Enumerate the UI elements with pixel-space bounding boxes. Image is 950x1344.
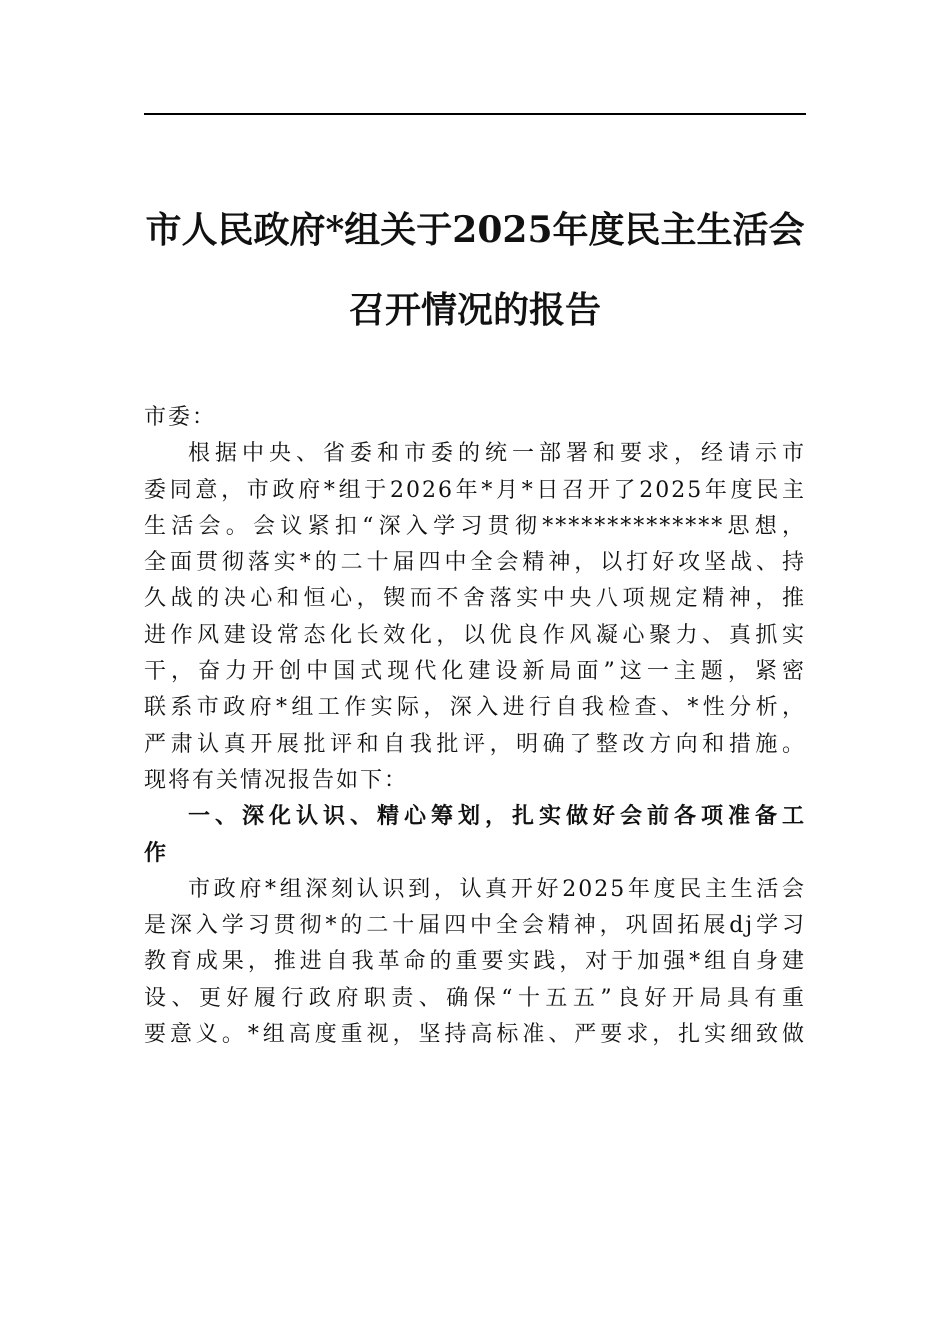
paragraph-2-line: 市政府*组深刻认识到，认真开好2025年度民主生活会 [188,876,806,902]
section-heading-1-line: 一、深化认识、精心筹划，扎实做好会前各项准备工 [188,804,806,830]
paragraph-2 [144,872,806,1053]
title-line-2: 召开情况的报告 [348,289,601,331]
title-line-1: 市人民政府*组关于2025年度民主生活会 [145,209,805,251]
document-title [144,190,806,350]
paragraph-1-line: 生活会。会议紧扣“深入学习贯彻**************思想， [144,513,806,539]
paragraph-1-line: 严肃认真开展批评和自我批评，明确了整改方向和措施。 [144,731,806,757]
section-heading-1-line: 作 [144,840,169,866]
paragraph-1-line: 根据中央、省委和市委的统一部署和要求，经请示市 [188,441,806,467]
top-rule [144,113,806,115]
paragraph-1-line: 进作风建设常态化长效化，以优良作风凝心聚力、真抓实 [144,622,806,648]
salutation-text: 市委： [144,405,217,430]
paragraph-2-line: 是深入学习贯彻*的二十届四中全会精神，巩固拓展dj学习 [144,913,806,939]
paragraph-1-line: 委同意，市政府*组于2026年*月*日召开了2025年度民主 [144,477,806,503]
paragraph-1-line: 现将有关情况报告如下： [144,767,409,793]
document-body [144,400,806,1053]
paragraph-1-line: 久战的决心和恒心，锲而不舍落实中央八项规定精神，推 [144,586,806,612]
paragraph-1-line: 全面贯彻落实*的二十届四中全会精神，以打好攻坚战、持 [144,550,806,576]
paragraph-1-line: 联系市政府*组工作实际，深入进行自我检查、*性分析， [144,695,806,721]
paragraph-2-line: 设、更好履行政府职责、确保“十五五”良好开局具有重 [144,985,806,1011]
paragraph-2-line: 教育成果，推进自我革命的重要实践，对于加强*组自身建 [144,949,806,975]
section-heading-1 [144,799,806,872]
paragraph-1 [144,436,806,799]
salutation [144,400,806,436]
paragraph-1-line: 干，奋力开创中国式现代化建设新局面”这一主题，紧密 [144,659,806,685]
paragraph-2-line: 要意义。*组高度重视，坚持高标准、严要求，扎实细致做 [144,1022,806,1048]
